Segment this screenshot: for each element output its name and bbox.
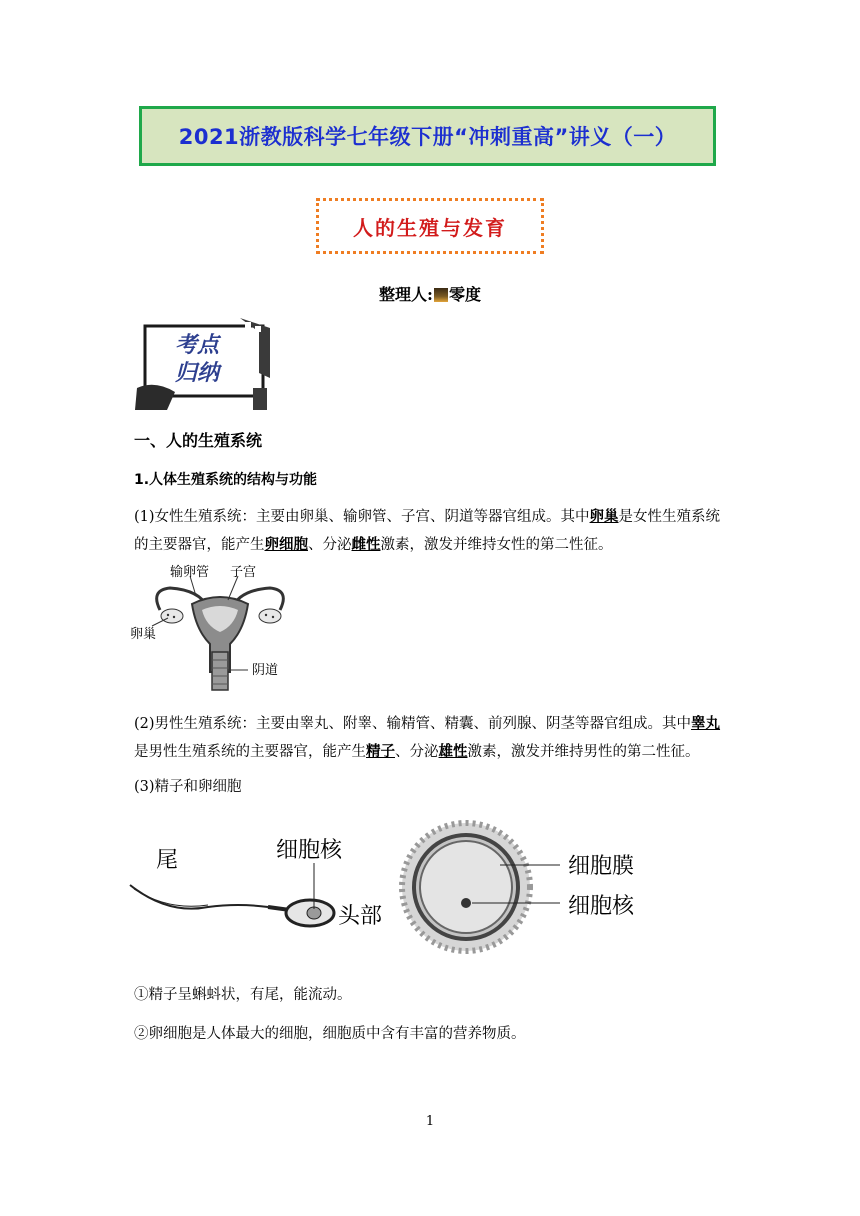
keyword-ovary: 卵巢 [589, 508, 619, 525]
keyword-male-hormone: 雄性 [438, 743, 468, 760]
male-text-4: 激素，激发并维持男性的第二性征。 [467, 744, 700, 760]
female-text-1: (1)女性生殖系统：主要由卵巢、输卵管、子宫、阴道等器官组成。其中 [134, 509, 590, 525]
label-tail: 尾 [156, 848, 179, 873]
female-text-3: 、分泌 [308, 537, 352, 553]
document-title: 2021浙教版科学七年级下册“冲刺重高”讲义（一） [178, 125, 677, 149]
topic-title: 人的生殖与发育 [353, 215, 507, 240]
label-oviduct: 输卵管 [170, 565, 210, 580]
subsection-heading: 1.人体生殖系统的结构与功能 [134, 472, 318, 488]
female-system-paragraph [134, 503, 734, 559]
topic-banner [316, 198, 544, 254]
keyword-egg-cell: 卵细胞 [264, 536, 308, 553]
note-egg: ②卵细胞是人体最大的细胞，细胞质中含有丰富的营养物质。 [134, 1026, 526, 1042]
male-system-paragraph [134, 710, 734, 766]
label-head: 头部 [338, 904, 383, 929]
organizer-label: 整理人: [379, 285, 433, 304]
label-vagina: 阴道 [252, 663, 279, 678]
female-text-4: 激素，激发并维持女性的第二性征。 [380, 537, 613, 553]
label-membrane: 细胞膜 [568, 854, 635, 879]
label-ovary: 卵巢 [130, 627, 157, 642]
keyword-sperm: 精子 [366, 743, 395, 760]
label-sperm-nucleus: 细胞核 [276, 838, 343, 863]
sperm-egg-figure [128, 815, 648, 960]
title-banner [139, 106, 716, 166]
keyword-female-hormone: 雌性 [351, 536, 381, 553]
female-text-2: 是女性生殖系统的主要器官，能产生 [134, 509, 721, 553]
female-reproductive-figure [130, 560, 310, 695]
male-text-1: (2)男性生殖系统：主要由睾丸、附睾、输精管、精囊、前列腺、阴茎等器官组成。其中 [134, 716, 692, 732]
key-points-badge [135, 318, 270, 410]
male-text-3: 、分泌 [395, 744, 439, 760]
cells-heading: (3)精子和卵细胞 [134, 779, 242, 795]
organizer-name: 零度 [448, 285, 481, 304]
note-sperm: ①精子呈蝌蚪状，有尾，能流动。 [134, 987, 352, 1003]
badge-line2: 归纳 [175, 361, 220, 386]
sunset-icon [434, 288, 448, 302]
section-heading: 一、人的生殖系统 [134, 431, 263, 450]
label-uterus: 子宫 [230, 565, 257, 580]
keyword-testis: 睾丸 [691, 715, 721, 732]
label-egg-nucleus: 细胞核 [568, 894, 635, 919]
page-number: 1 [425, 1114, 435, 1129]
male-text-2: 是男性生殖系统的主要器官，能产生 [134, 744, 366, 760]
organizer-line [0, 282, 860, 305]
badge-line1: 考点 [175, 333, 220, 358]
